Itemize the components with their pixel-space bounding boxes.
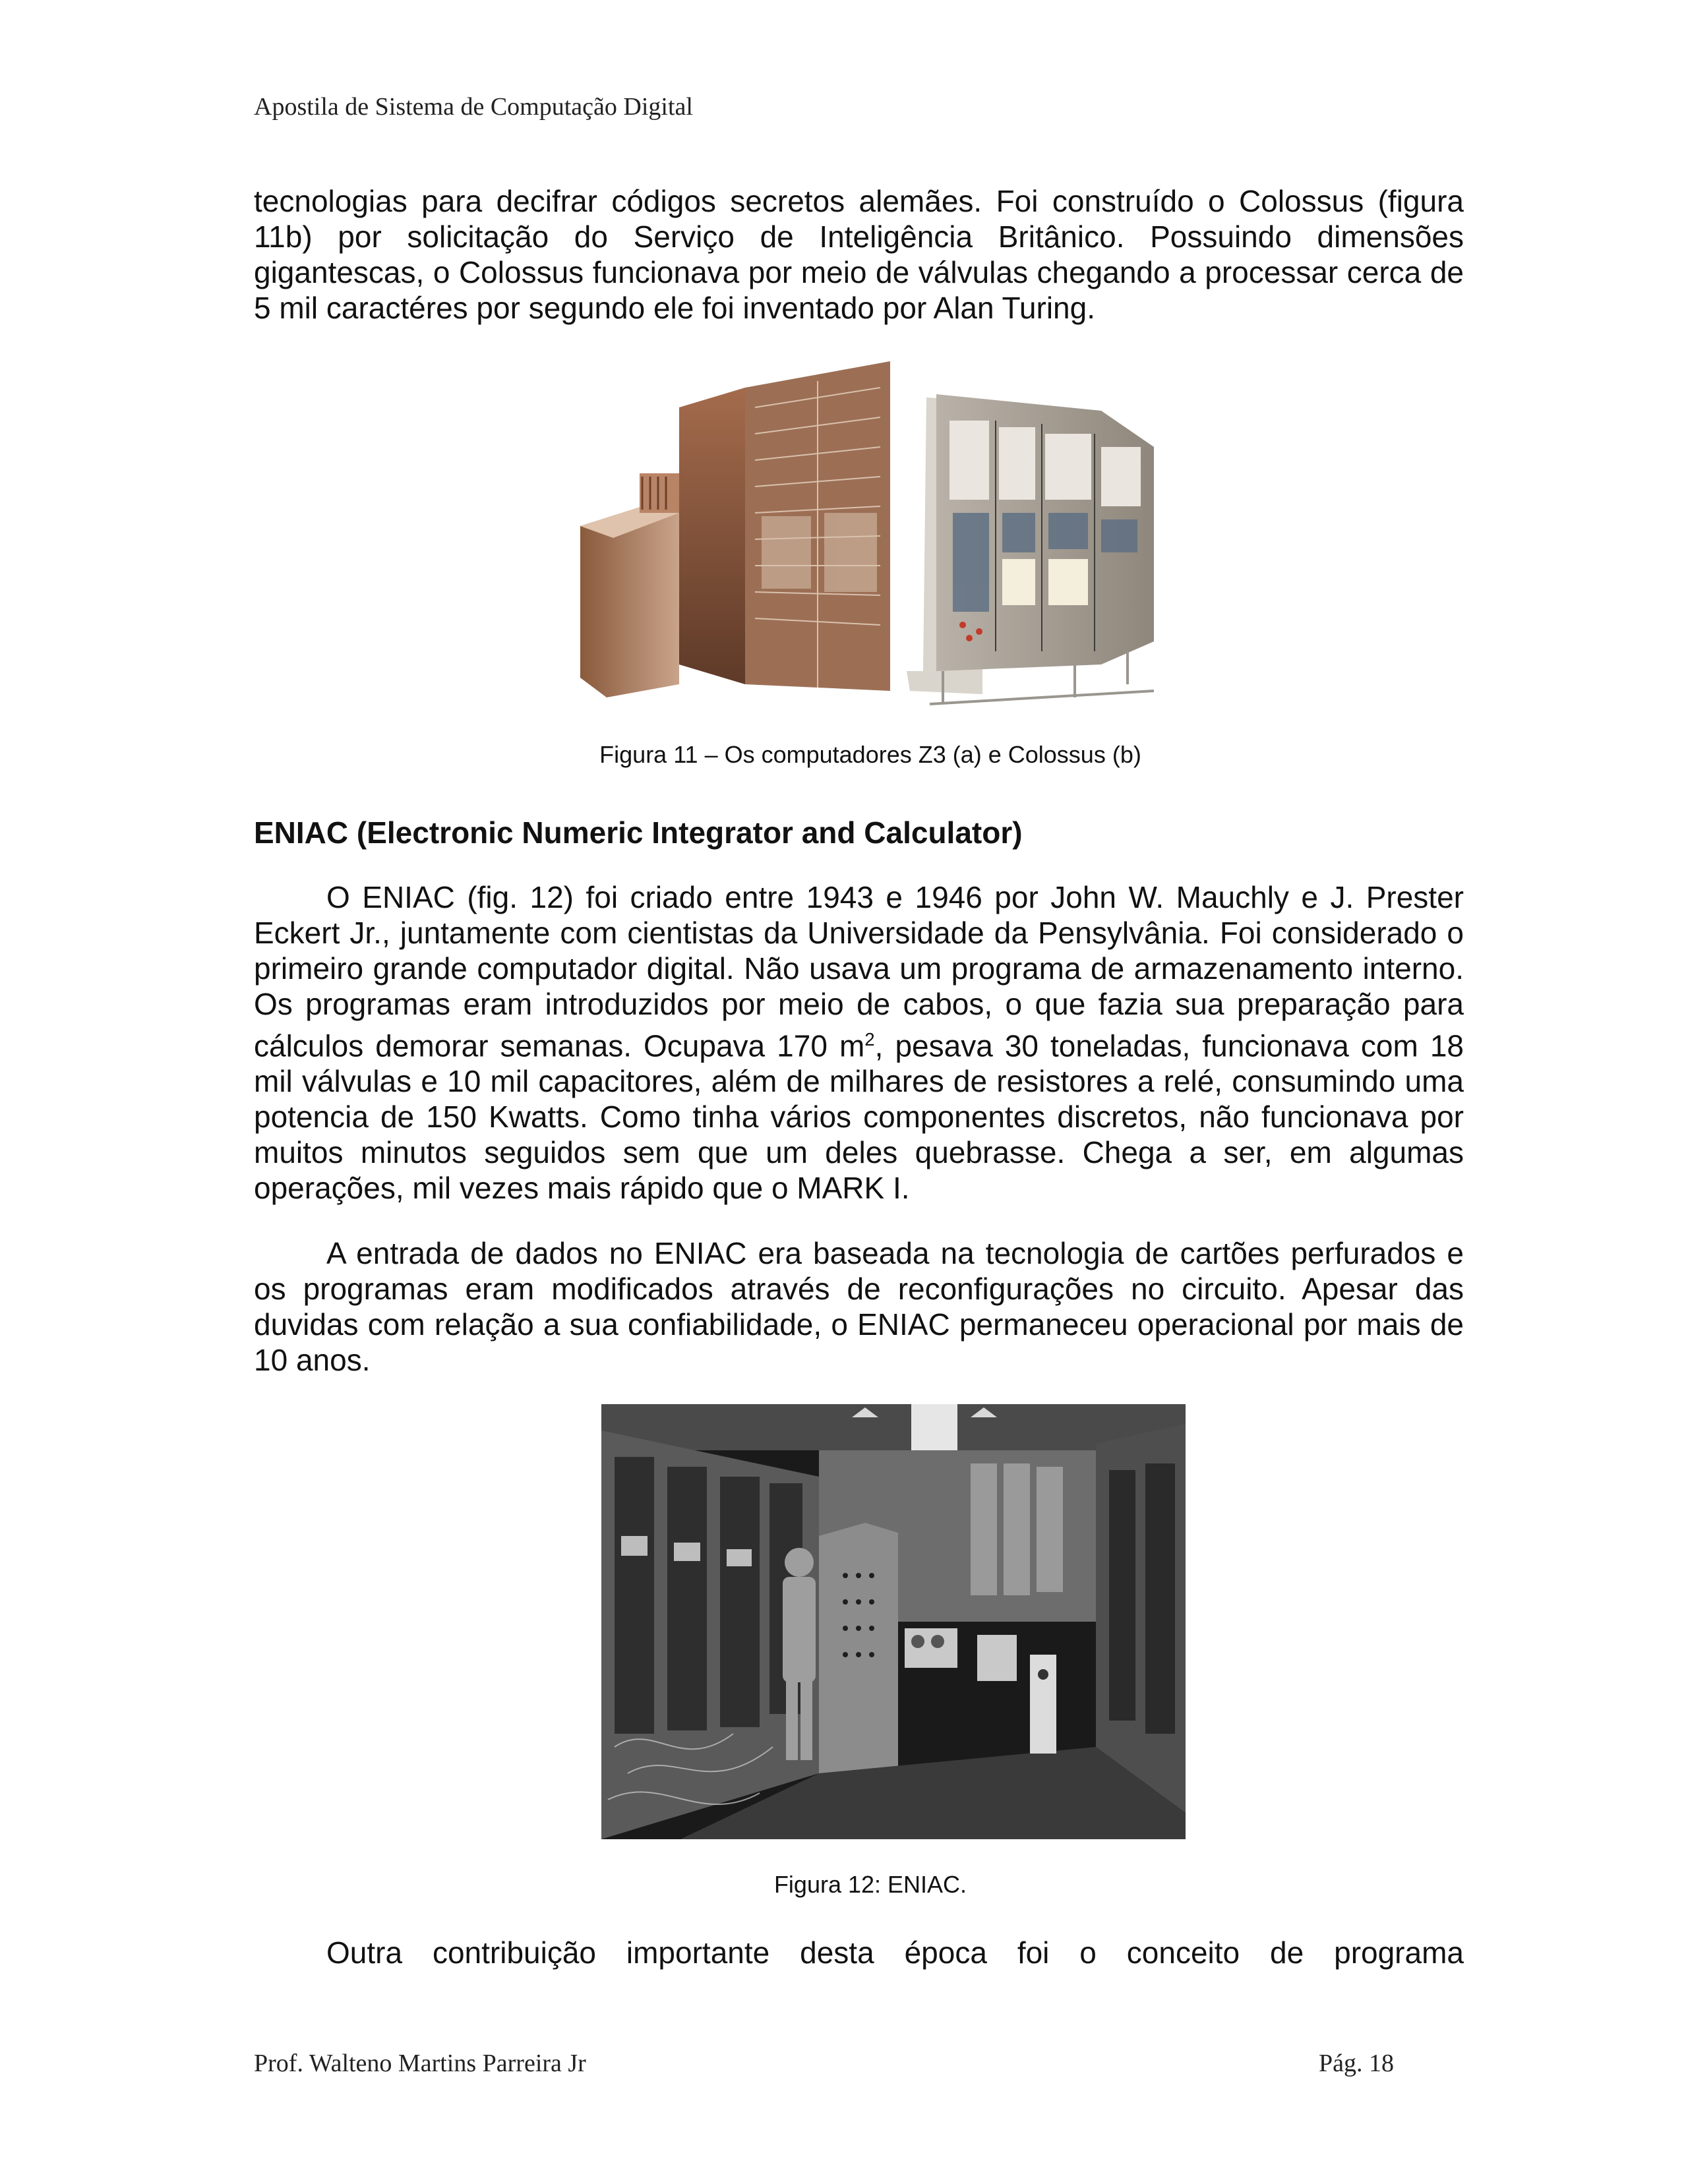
paragraph-eniac-history (254, 879, 1464, 1206)
paragraph-continuation (254, 1935, 1464, 1970)
paragraph-text-part: , pesava 30 toneladas, funcionava com 18 mil válvulas e 10 mil capacitores, além de milhares de resistores a relé, consumindo uma potencia de 150 Kwatts. Como tinha vários componentes discretos, não funcionava por muitos minutos seguidos sem que um deles quebrasse. Chega a ser, em algumas operações, mil vezes mais rápido que o MARK I. (254, 1028, 1464, 1206)
footer-author: Prof. Walteno Martins Parreira Jr (254, 2050, 586, 2077)
figure-12-image (601, 1404, 1186, 1839)
paragraph-text (254, 879, 1464, 1206)
superscript: 2 (864, 1029, 875, 1049)
figure-11-caption: Figura 11 – Os computadores Z3 (a) e Colossus (b) (599, 741, 1141, 768)
figure-12-caption: Figura 12: ENIAC. (773, 1871, 967, 1898)
z3-computer-photo (580, 361, 890, 697)
paragraph-text: Outra contribuição importante desta época foi o conceito de programa (326, 1935, 1464, 1970)
paragraph-eniac-input (254, 1235, 1464, 1378)
paragraph-text-part: O ENIAC (fig. 12) foi criado entre 1943 e 1946 por John W. Mauchly e J. Prester Eckert Jr., juntamente com cientistas da Universidade da Pensylvânia. Foi considerado o primeiro grande computador digital. Não usava um programa de armazenamento interno. Os programas eram introduzidos por meio de cabos, o que fazia sua preparação para cálculos demorar semanas. Ocupava 170 m (254, 880, 1464, 1063)
section-title-eniac: ENIAC (Electronic Numeric Integrator and Calculator) (254, 815, 1023, 850)
paragraph-text: tecnologias para decifrar códigos secretos alemães. Foi construído o Colossus (figura 11b) por solicitação do Serviço de Inteligência Britânico. Possuindo dimensões gigantescas, o Colossus funcionava por meio de válvulas chegando a processar cerca de 5 mil caractéres por segundo ele foi inventado por Alan Turing. (254, 184, 1464, 325)
figure-11-image (574, 361, 1233, 714)
paragraph-text: A entrada de dados no ENIAC era baseada na tecnologia de cartões perfurados e os programas eram modificados através de reconfigurações no circuito. Apesar das duvidas com relação a sua confiabilidade, o ENIAC permaneceu operacional por mais de 10 anos. (254, 1236, 1464, 1377)
colossus-computer-photo (907, 394, 1154, 704)
footer-page-number: Pág. 18 (1319, 2050, 1394, 2077)
page-header: Apostila de Sistema de Computação Digital (254, 93, 693, 121)
paragraph-colossus (254, 183, 1464, 326)
